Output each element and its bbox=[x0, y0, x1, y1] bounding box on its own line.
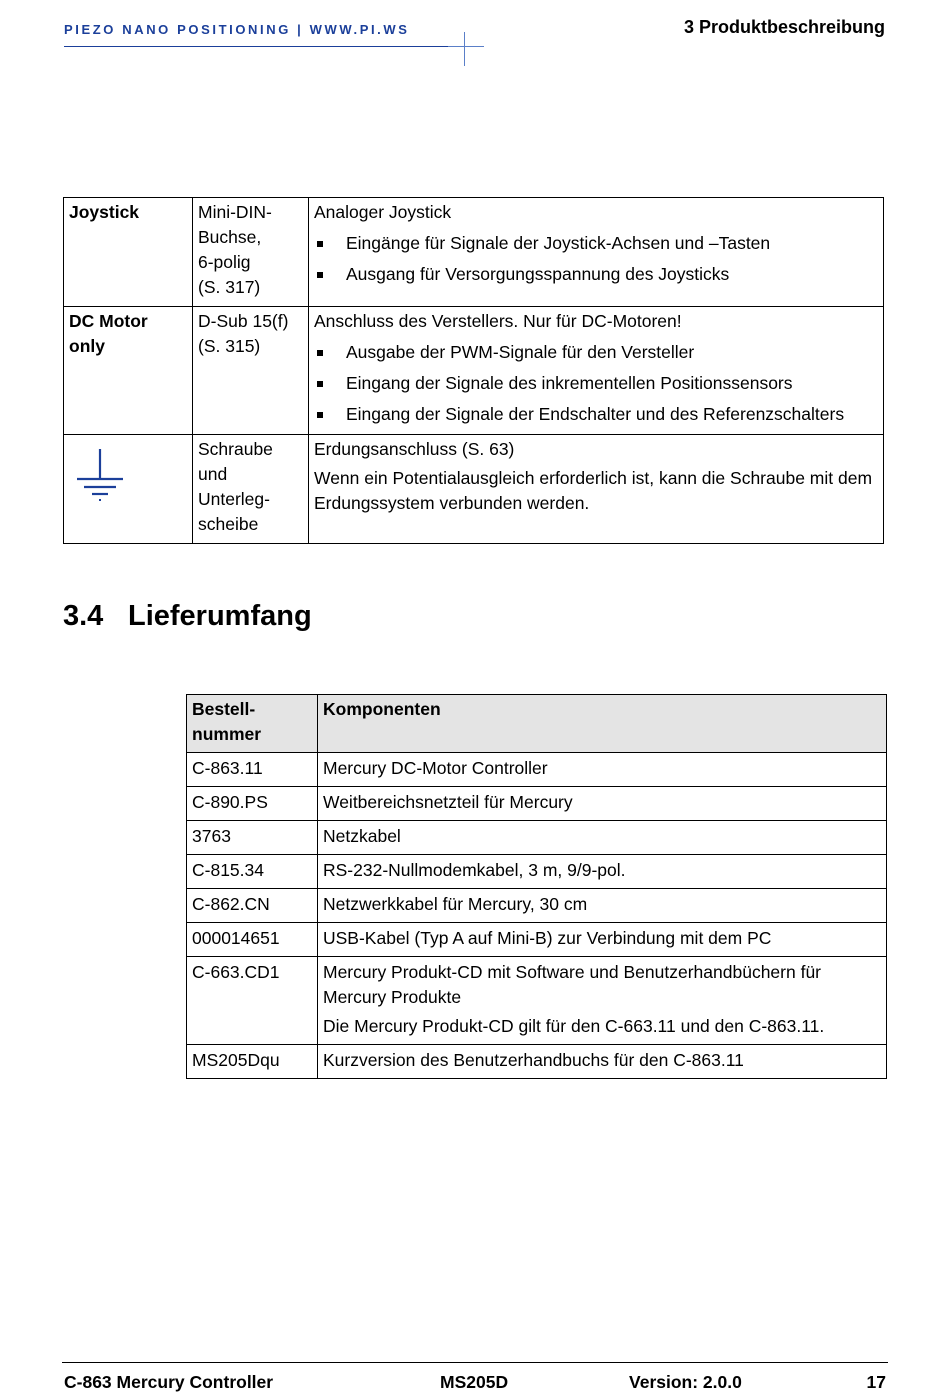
table-row bbox=[187, 753, 887, 787]
type-line: Schraube bbox=[198, 439, 273, 459]
column-header-components: Komponenten bbox=[318, 695, 887, 753]
table-row bbox=[187, 889, 887, 923]
header-line: nummer bbox=[192, 724, 262, 744]
type-line: Mini-DIN- bbox=[198, 202, 272, 222]
table-row bbox=[187, 821, 887, 855]
connection-name bbox=[64, 435, 193, 544]
type-line: (S. 317) bbox=[198, 277, 261, 297]
ground-symbol-icon bbox=[72, 443, 128, 503]
type-line: und bbox=[198, 464, 228, 484]
description-text: Erdungsanschluss (S. 63) bbox=[314, 439, 515, 459]
bullet-item: Eingang der Signale der Endschalter und des Referenzschalters bbox=[314, 402, 878, 427]
table-row bbox=[187, 923, 887, 957]
table-row bbox=[187, 957, 887, 1045]
type-line: 6-polig bbox=[198, 252, 251, 272]
connection-description bbox=[309, 307, 884, 435]
component: Netzwerkkabel für Mercury, 30 cm bbox=[318, 889, 887, 923]
component: Mercury DC-Motor Controller bbox=[318, 753, 887, 787]
connection-type bbox=[193, 198, 309, 307]
bullet-item: Eingang der Signale des inkrementellen Positionssensors bbox=[314, 371, 878, 396]
component: Kurzversion des Benutzerhandbuchs für den C-863.11 bbox=[318, 1045, 887, 1079]
header-line: Bestell- bbox=[192, 699, 256, 719]
order-number: C-663.CD1 bbox=[187, 957, 318, 1045]
description-text: Anschluss des Verstellers. Nur für DC-Motoren! bbox=[314, 311, 682, 331]
table-row bbox=[64, 307, 884, 435]
description-text: Analoger Joystick bbox=[314, 202, 452, 222]
component-text: Mercury Produkt-CD mit Software und Benutzerhandbüchern für Mercury Produkte bbox=[323, 962, 822, 1007]
table-row bbox=[187, 787, 887, 821]
type-line: (S. 315) bbox=[198, 336, 261, 356]
connection-name bbox=[64, 307, 193, 435]
bullet-item: Ausgang für Versorgungsspannung des Joysticks bbox=[314, 262, 878, 287]
component: RS-232-Nullmodemkabel, 3 m, 9/9-pol. bbox=[318, 855, 887, 889]
column-header-order-number bbox=[187, 695, 318, 753]
brand-underline bbox=[64, 46, 466, 47]
connection-name: Joystick bbox=[64, 198, 193, 307]
name-line: only bbox=[69, 336, 105, 356]
component: Netzkabel bbox=[318, 821, 887, 855]
table-row bbox=[64, 198, 884, 307]
footer-page-number: 17 bbox=[866, 1372, 886, 1392]
footer-product: C-863 Mercury Controller bbox=[64, 1372, 274, 1392]
order-number: C-890.PS bbox=[187, 787, 318, 821]
order-number: 3763 bbox=[187, 821, 318, 855]
brand-crosshair-horizontal bbox=[448, 46, 484, 47]
footer-version: Version: 2.0.0 bbox=[629, 1372, 742, 1392]
type-line: D-Sub 15(f) bbox=[198, 311, 289, 331]
order-number: 000014651 bbox=[187, 923, 318, 957]
order-number: C-815.34 bbox=[187, 855, 318, 889]
connection-type bbox=[193, 307, 309, 435]
type-line: Buchse, bbox=[198, 227, 262, 247]
bullet-item: Eingänge für Signale der Joystick-Achsen und –Tasten bbox=[314, 231, 878, 256]
order-number: C-862.CN bbox=[187, 889, 318, 923]
brand-tagline: PIEZO NANO POSITIONING | WWW.PI.WS bbox=[64, 22, 410, 37]
table-header-row bbox=[187, 695, 887, 753]
footer-rule bbox=[62, 1362, 888, 1363]
type-line: scheibe bbox=[198, 514, 259, 534]
bullet-item: Ausgabe der PWM-Signale für den Versteller bbox=[314, 340, 878, 365]
component: USB-Kabel (Typ A auf Mini-B) zur Verbindung mit dem PC bbox=[318, 923, 887, 957]
name-line: DC Motor bbox=[69, 311, 148, 331]
section-heading bbox=[63, 600, 312, 633]
bullet-list bbox=[314, 340, 878, 427]
bullet-list bbox=[314, 231, 878, 287]
connection-type bbox=[193, 435, 309, 544]
footer-doc-id: MS205D bbox=[440, 1372, 509, 1392]
component-note: Die Mercury Produkt-CD gilt für den C-663.11 und den C-863.11. bbox=[323, 1016, 825, 1036]
component bbox=[318, 957, 887, 1045]
description-text: Wenn ein Potentialausgleich erforderlich ist, kann die Schraube mit dem Erdungssystem verbunden werden. bbox=[314, 468, 873, 513]
running-section-header: 3 Produktbeschreibung bbox=[683, 17, 885, 37]
brand-crosshair-vertical bbox=[464, 32, 465, 66]
order-number: MS205Dqu bbox=[187, 1045, 318, 1079]
connection-description bbox=[309, 435, 884, 544]
order-number: C-863.11 bbox=[187, 753, 318, 787]
section-title: Lieferumfang bbox=[128, 600, 312, 632]
connections-table bbox=[63, 197, 884, 544]
table-row bbox=[187, 855, 887, 889]
connection-description bbox=[309, 198, 884, 307]
section-number: 3.4 bbox=[63, 600, 104, 632]
component: Weitbereichsnetzteil für Mercury bbox=[318, 787, 887, 821]
table-row bbox=[64, 435, 884, 544]
table-row bbox=[187, 1045, 887, 1079]
type-line: Unterleg- bbox=[198, 489, 270, 509]
scope-of-delivery-table bbox=[186, 694, 887, 1079]
